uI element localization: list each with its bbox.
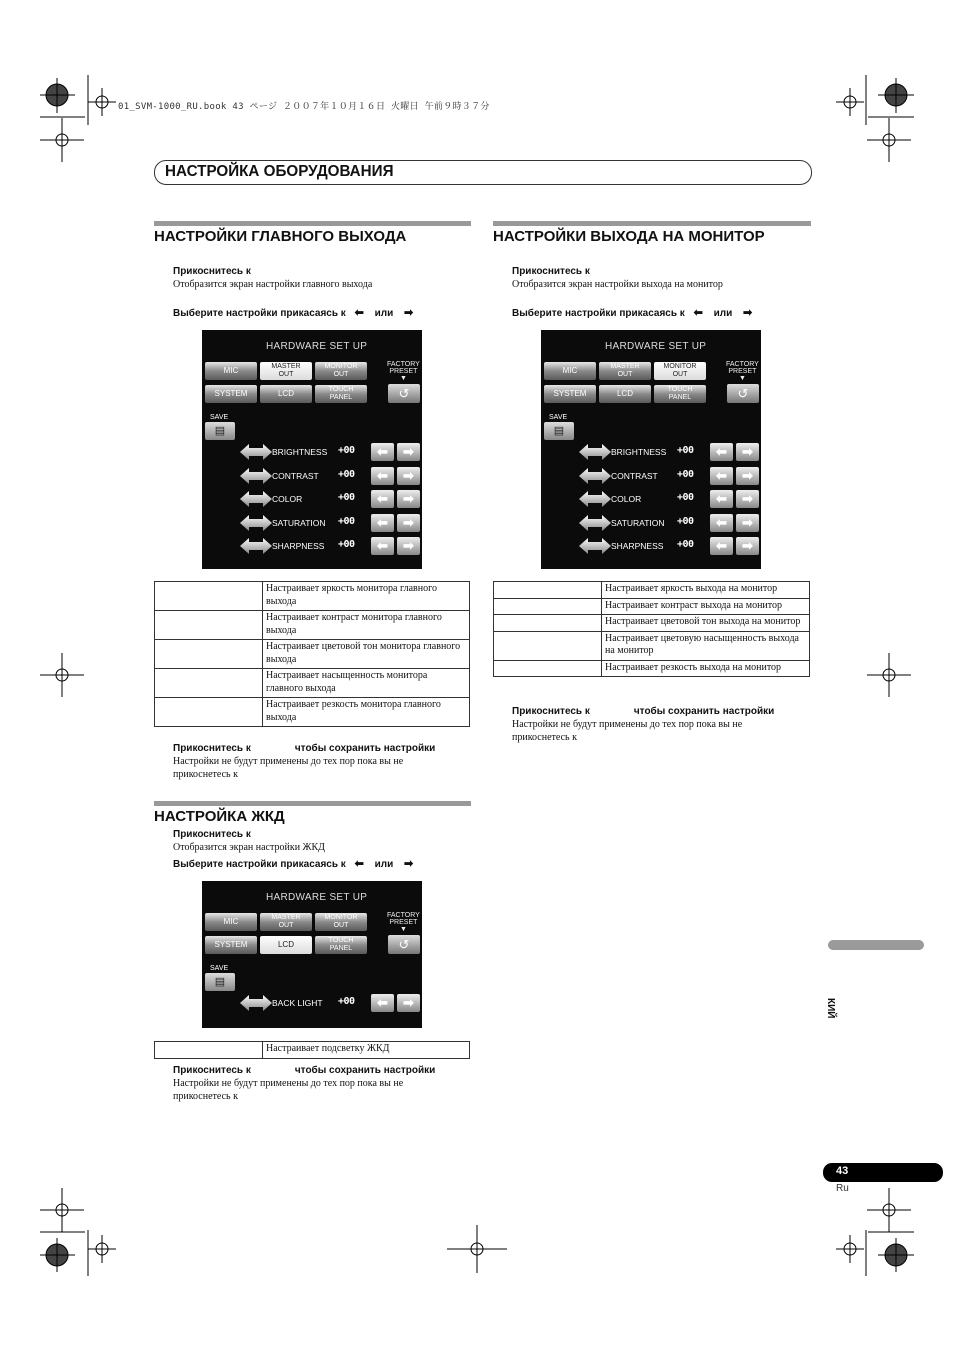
decrease-button[interactable]: ⬅ — [371, 467, 394, 485]
section-bar — [154, 221, 471, 226]
save-instruction: Прикоснитесь к чтобы сохранить настройки — [173, 1065, 436, 1076]
increase-button[interactable]: ➡ — [397, 467, 420, 485]
decrease-button[interactable]: ⬅ — [371, 994, 394, 1012]
setting-description-cell: Настраивает цветовой тон монитора главного выхода — [263, 640, 470, 669]
lcd-button[interactable]: LCD — [260, 385, 312, 403]
setting-name-cell — [494, 598, 602, 615]
setting-value: +00 — [677, 492, 694, 503]
monitor-out-button[interactable]: MONITOR OUT — [654, 362, 706, 380]
setting-description-cell: Настраивает контраст выхода на монитор — [602, 598, 810, 615]
touch-label: Прикоснитесь к — [512, 266, 590, 277]
mic-button[interactable]: MIC — [205, 913, 257, 931]
setting-value: +00 — [677, 539, 694, 550]
increase-button[interactable]: ➡ — [397, 994, 420, 1012]
setting-description-cell: Настраивает контраст монитора главного выхода — [263, 611, 470, 640]
decrease-button[interactable]: ⬅ — [371, 490, 394, 508]
increase-button[interactable]: ➡ — [736, 467, 759, 485]
select-instruction: Выберите настройки прикасаясь к ⬅ или ➡ — [173, 307, 414, 319]
master-out-button[interactable]: MASTER OUT — [599, 362, 651, 380]
save-icon[interactable]: ▤ — [205, 422, 235, 440]
setting-description-cell: Настраивает насыщенность монитора главного выхода — [263, 669, 470, 698]
adjust-arrow-icon — [240, 514, 272, 532]
table-row — [494, 615, 810, 632]
setting-label: COLOR — [272, 494, 303, 504]
setting-value: +00 — [677, 445, 694, 456]
left-arrow-icon: ⬅ — [354, 307, 364, 319]
system-button[interactable]: SYSTEM — [205, 936, 257, 954]
setting-name-cell — [155, 669, 263, 698]
increase-button[interactable]: ➡ — [397, 514, 420, 532]
save-note: Настройки не будут применены до тех пор пока вы не прикоснетесь к — [173, 756, 404, 780]
table-row — [155, 1042, 470, 1059]
decrease-button[interactable]: ⬅ — [371, 443, 394, 461]
table-row — [494, 582, 810, 599]
page-number: 43 — [836, 1165, 849, 1177]
select-instruction: Выберите настройки прикасаясь к ⬅ или ➡ — [512, 307, 753, 319]
setting-label: COLOR — [611, 494, 642, 504]
setting-label: SATURATION — [272, 517, 326, 528]
adjust-arrow-icon — [579, 467, 611, 485]
decrease-button[interactable]: ⬅ — [710, 514, 733, 532]
setting-label: BRIGHTNESS — [272, 447, 328, 457]
table-row — [155, 582, 470, 611]
mic-button[interactable]: MIC — [205, 362, 257, 380]
increase-button[interactable]: ➡ — [736, 537, 759, 555]
save-instruction: Прикоснитесь к чтобы сохранить настройки — [512, 706, 775, 717]
section-title-lcd: НАСТРОЙКА ЖКД — [154, 808, 285, 825]
touch-panel-button[interactable]: TOUCH PANEL — [315, 936, 367, 954]
hardware-setup-screen-monitor-out — [541, 330, 761, 569]
settings-table-lcd — [154, 1041, 470, 1059]
decrease-button[interactable]: ⬅ — [710, 443, 733, 461]
lcd-button[interactable]: LCD — [260, 936, 312, 954]
decrease-button[interactable]: ⬅ — [710, 537, 733, 555]
setting-value: +00 — [677, 468, 694, 480]
side-tab-label: КИЙ — [825, 998, 836, 1019]
lcd-button[interactable]: LCD — [599, 385, 651, 403]
settings-table-monitor-out — [493, 581, 810, 677]
master-out-button[interactable]: MASTER OUT — [260, 913, 312, 931]
setting-label: SHARPNESS — [611, 541, 664, 551]
side-tab — [828, 940, 924, 950]
table-row — [155, 611, 470, 640]
setting-description-cell: Настраивает яркость монитора главного выхода — [263, 582, 470, 611]
adjust-arrow-icon — [240, 537, 272, 555]
setting-name-cell — [494, 631, 602, 660]
table-row — [155, 640, 470, 669]
left-arrow-icon: ⬅ — [693, 307, 703, 319]
adjust-arrow-icon — [579, 443, 611, 461]
touch-desc: Отобразится экран настройки главного выхода — [173, 279, 373, 290]
settings-table-main-out — [154, 581, 470, 727]
screen-title: HARDWARE SET UP — [266, 892, 368, 903]
decrease-button[interactable]: ⬅ — [710, 467, 733, 485]
adjust-arrow-icon — [240, 443, 272, 461]
chapter-title-box — [154, 160, 812, 185]
setting-description-cell: Настраивает резкость выхода на монитор — [602, 660, 810, 677]
setting-name-cell — [494, 582, 602, 599]
touch-label: Прикоснитесь к — [173, 829, 251, 840]
table-row — [494, 631, 810, 660]
table-row — [155, 698, 470, 727]
setting-label: BRIGHTNESS — [611, 447, 667, 457]
setting-value: +00 — [338, 492, 355, 503]
increase-button[interactable]: ➡ — [736, 443, 759, 461]
setting-name-cell — [494, 615, 602, 632]
hardware-setup-screen-lcd — [202, 881, 422, 1028]
table-row — [494, 598, 810, 615]
section-bar — [493, 221, 811, 226]
save-label: SAVE — [549, 414, 568, 421]
setting-name-cell — [494, 660, 602, 677]
save-note: Настройки не будут применены до тех пор пока вы не прикоснетесь к — [512, 719, 743, 743]
setting-description-cell: Настраивает подсветку ЖКД — [263, 1042, 470, 1059]
setting-label: CONTRAST — [272, 470, 319, 481]
adjust-arrow-icon — [240, 490, 272, 508]
adjust-arrow-icon — [240, 994, 272, 1012]
touch-desc: Отобразится экран настройки выхода на монитор — [512, 279, 723, 290]
page-language: Ru — [836, 1183, 849, 1194]
save-label: SAVE — [210, 965, 229, 972]
table-row — [494, 660, 810, 677]
setting-value: +00 — [338, 468, 355, 480]
monitor-out-button[interactable]: MONITOR OUT — [315, 913, 367, 931]
decrease-button[interactable]: ⬅ — [371, 514, 394, 532]
touch-desc: Отобразится экран настройки ЖКД — [173, 842, 325, 853]
setting-value: +00 — [338, 515, 355, 527]
increase-button[interactable]: ➡ — [397, 537, 420, 555]
setting-value: +00 — [338, 996, 355, 1007]
increase-button[interactable]: ➡ — [397, 443, 420, 461]
adjust-arrow-icon — [579, 514, 611, 532]
system-button[interactable]: SYSTEM — [205, 385, 257, 403]
right-arrow-icon: ➡ — [404, 307, 414, 319]
touch-panel-button[interactable]: TOUCH PANEL — [654, 385, 706, 403]
increase-button[interactable]: ➡ — [397, 490, 420, 508]
screen-title: HARDWARE SET UP — [605, 341, 707, 352]
reset-icon[interactable]: ↺ — [388, 384, 420, 403]
increase-button[interactable]: ➡ — [736, 490, 759, 508]
right-arrow-icon: ➡ — [743, 307, 753, 319]
factory-preset-label: FACTORY PRESET ▼ — [387, 361, 420, 382]
section-title-main-out: НАСТРОЙКИ ГЛАВНОГО ВЫХОДА — [154, 228, 407, 245]
hardware-setup-screen-main-out — [202, 330, 422, 569]
reset-icon[interactable]: ↺ — [727, 384, 759, 403]
setting-value: +00 — [677, 515, 694, 527]
screen-title: HARDWARE SET UP — [266, 341, 368, 352]
decrease-button[interactable]: ⬅ — [710, 490, 733, 508]
factory-preset-label: FACTORY PRESET ▼ — [726, 361, 759, 382]
section-title-monitor-out: НАСТРОЙКИ ВЫХОДА НА МОНИТОР — [493, 228, 765, 245]
mic-button[interactable]: MIC — [544, 362, 596, 380]
left-arrow-icon: ⬅ — [354, 858, 364, 870]
section-bar — [154, 801, 471, 806]
system-button[interactable]: SYSTEM — [544, 385, 596, 403]
factory-preset-label: FACTORY PRESET ▼ — [387, 912, 420, 933]
reset-icon[interactable]: ↺ — [388, 935, 420, 954]
decrease-button[interactable]: ⬅ — [371, 537, 394, 555]
monitor-out-button[interactable]: MONITOR OUT — [315, 362, 367, 380]
setting-value: +00 — [338, 539, 355, 550]
setting-description-cell: Настраивает цветовой тон выхода на монитор — [602, 615, 810, 632]
setting-label: BACK LIGHT — [272, 998, 323, 1008]
save-icon[interactable]: ▤ — [205, 973, 235, 991]
setting-name-cell — [155, 582, 263, 611]
setting-value: +00 — [338, 445, 355, 456]
adjust-arrow-icon — [240, 467, 272, 485]
setting-name-cell — [155, 640, 263, 669]
save-note: Настройки не будут применены до тех пор пока вы не прикоснетесь к — [173, 1078, 404, 1102]
select-instruction: Выберите настройки прикасаясь к ⬅ или ➡ — [173, 858, 414, 870]
table-row — [155, 669, 470, 698]
adjust-arrow-icon — [579, 490, 611, 508]
increase-button[interactable]: ➡ — [736, 514, 759, 532]
master-out-button[interactable]: MASTER OUT — [260, 362, 312, 380]
setting-description-cell: Настраивает цветовую насыщенность выхода на монитор — [602, 631, 810, 660]
setting-label: SHARPNESS — [272, 541, 325, 551]
setting-description-cell: Настраивает яркость выхода на монитор — [602, 582, 810, 599]
setting-label: CONTRAST — [611, 470, 658, 481]
right-arrow-icon: ➡ — [404, 858, 414, 870]
chapter-title: НАСТРОЙКА ОБОРУДОВАНИЯ — [165, 163, 394, 180]
touch-panel-button[interactable]: TOUCH PANEL — [315, 385, 367, 403]
setting-description-cell: Настраивает резкость монитора главного выхода — [263, 698, 470, 727]
save-instruction: Прикоснитесь к чтобы сохранить настройки — [173, 743, 436, 754]
touch-label: Прикоснитесь к — [173, 266, 251, 277]
setting-label: SATURATION — [611, 517, 665, 528]
print-file-header: 01_SVM-1000_RU.book 43 ページ ２００７年１０月１６日 火曜日 午前９時３７分 — [118, 102, 490, 112]
setting-name-cell — [155, 611, 263, 640]
adjust-arrow-icon — [579, 537, 611, 555]
save-label: SAVE — [210, 414, 229, 421]
setting-name-cell — [155, 698, 263, 727]
save-icon[interactable]: ▤ — [544, 422, 574, 440]
setting-name-cell — [155, 1042, 263, 1059]
